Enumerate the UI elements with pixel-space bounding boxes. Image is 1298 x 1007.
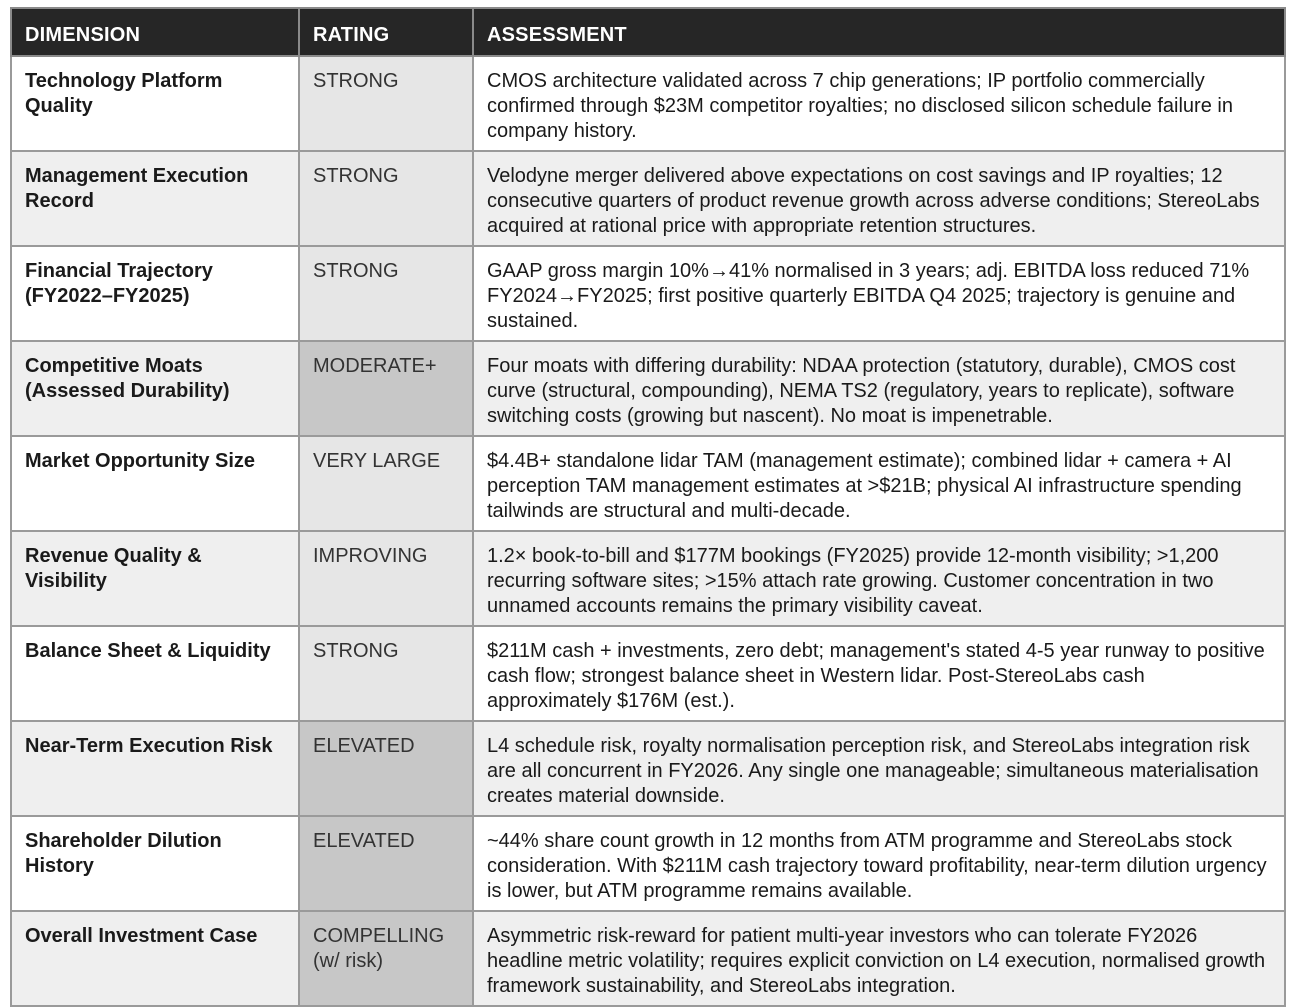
rating-cell: STRONG [299,56,473,151]
assessment-cell: GAAP gross margin 10%→41% normalised in 3 years; adj. EBITDA loss reduced 71% FY2024→FY2025; first positive quarterly EBITDA Q4 2025; trajectory is genuine and sustained. [473,246,1285,341]
assessment-cell: 1.2× book-to-bill and $177M bookings (FY2025) provide 12-month visibility; >1,200 recurring software sites; >15% attach rate growing. Customer concentration in two unnamed accounts remains the primary visibility caveat. [473,531,1285,626]
dimension-cell: Market Opportunity Size [11,436,299,531]
rating-cell: VERY LARGE [299,436,473,531]
assessment-cell: Velodyne merger delivered above expectations on cost savings and IP royalties; 12 consecutive quarters of product revenue growth across adverse conditions; StereoLabs acquired at rational price with appropriate retention structures. [473,151,1285,246]
rating-cell: STRONG [299,246,473,341]
column-header-rating: RATING [299,8,473,56]
dimension-cell: Management Execution Record [11,151,299,246]
assessment-cell: $211M cash + investments, zero debt; management's stated 4-5 year runway to positive cash flow; strongest balance sheet in Western lidar. Post-StereoLabs cash approximately $176M (est.). [473,626,1285,721]
rating-cell [299,911,473,1006]
rating-cell: STRONG [299,626,473,721]
table-row [11,246,1285,341]
rating-cell: MODERATE+ [299,341,473,436]
table-row [11,626,1285,721]
dimension-cell: Balance Sheet & Liquidity [11,626,299,721]
dimension-cell: Near-Term Execution Risk [11,721,299,816]
table-row [11,151,1285,246]
column-header-dimension: DIMENSION [11,8,299,56]
rating-label: COMPELLING [313,925,445,947]
table-row [11,721,1285,816]
dimension-cell: Overall Investment Case [11,911,299,1006]
header-row [11,8,1285,56]
dimension-cell: Competitive Moats (Assessed Durability) [11,341,299,436]
assessment-cell: Asymmetric risk-reward for patient multi-year investors who can tolerate FY2026 headline metric volatility; requires explicit conviction on L4 execution, normalised growth framework sustainability, and StereoLabs integration. [473,911,1285,1006]
assessment-cell: L4 schedule risk, royalty normalisation perception risk, and StereoLabs integration risk are all concurrent in FY2026. Any single one manageable; simultaneous materialisation creates material downside. [473,721,1285,816]
column-header-assessment: ASSESSMENT [473,8,1285,56]
assessment-cell: Four moats with differing durability: NDAA protection (statutory, durable), CMOS cost curve (structural, compounding), NEMA TS2 (regulatory, years to replicate), software switching costs (growing but nascent). No moat is impenetrable. [473,341,1285,436]
rating-cell: IMPROVING [299,531,473,626]
dimension-cell: Financial Trajectory (FY2022–FY2025) [11,246,299,341]
assessment-cell: $4.4B+ standalone lidar TAM (management estimate); combined lidar + camera + AI perception TAM management estimates at >$21B; physical AI infrastructure spending tailwinds are structural and multi-decade. [473,436,1285,531]
dimension-cell: Shareholder Dilution History [11,816,299,911]
rating-cell: ELEVATED [299,721,473,816]
rating-cell: STRONG [299,151,473,246]
table-row [11,436,1285,531]
assessment-cell: ~44% share count growth in 12 months from ATM programme and StereoLabs stock consideration. With $211M cash trajectory toward profitability, near-term dilution urgency is lower, but ATM programme remains available. [473,816,1285,911]
table-row [11,911,1285,1006]
dimension-cell: Revenue Quality & Visibility [11,531,299,626]
rating-qualifier: (w/ risk) [313,950,383,972]
table-row [11,816,1285,911]
table-row [11,531,1285,626]
dimension-cell: Technology Platform Quality [11,56,299,151]
assessment-cell: CMOS architecture validated across 7 chip generations; IP portfolio commercially confirmed through $23M competitor royalties; no disclosed silicon schedule failure in company history. [473,56,1285,151]
table-row [11,341,1285,436]
investment-assessment-table [10,7,1286,1007]
rating-cell: ELEVATED [299,816,473,911]
table-row [11,56,1285,151]
